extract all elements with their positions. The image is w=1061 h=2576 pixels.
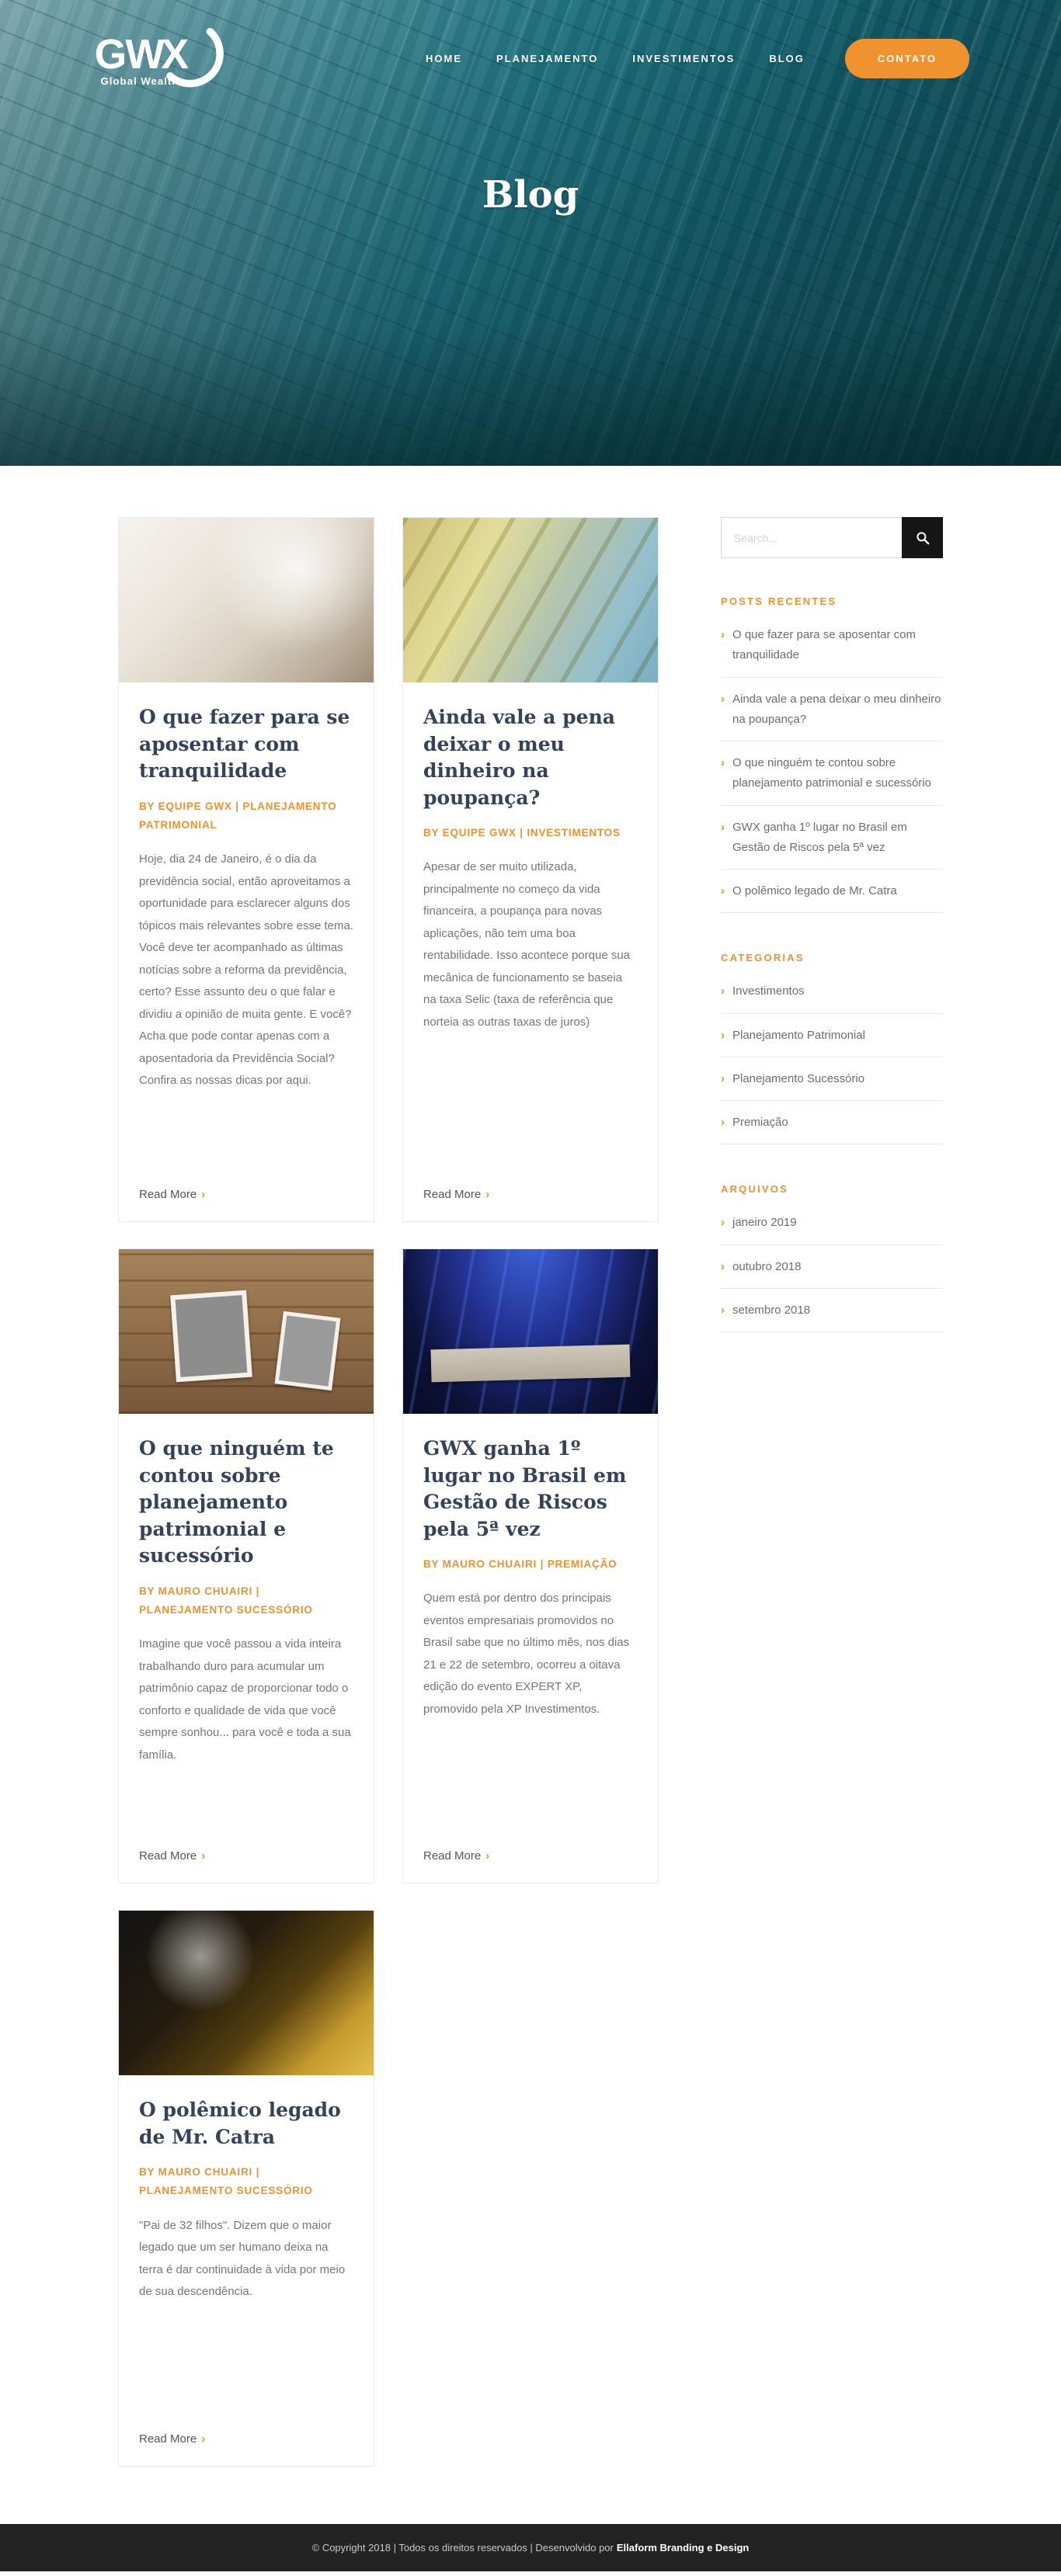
recent-posts-list (721, 613, 943, 913)
recent-post-link[interactable] (721, 806, 943, 870)
page-title: Blog (482, 173, 579, 217)
chevron-right-icon: › (721, 984, 725, 998)
post-card (118, 1910, 374, 2467)
categories-list (721, 970, 943, 1144)
category-link[interactable] (721, 1101, 943, 1144)
post-card-body (119, 682, 374, 1221)
recent-post-label: O polêmico legado de Mr. Catra (732, 884, 897, 897)
main-content (0, 466, 1061, 2524)
recent-post-label: O que fazer para se aposentar com tranquilidade (732, 628, 916, 662)
chevron-right-icon: › (721, 756, 725, 769)
header-bar (0, 0, 1061, 97)
brand-logo[interactable] (92, 20, 247, 97)
categories-title: CATEGORIAS (721, 952, 805, 964)
post-title-link[interactable]: Ainda vale a pena deixar o meu dinheiro na poupança? (423, 706, 615, 809)
post-title-link[interactable]: O que fazer para se aposentar com tranquilidade (139, 706, 350, 782)
recent-post-link[interactable] (721, 678, 943, 742)
main-nav (426, 39, 969, 78)
read-more-link[interactable] (139, 1829, 353, 1863)
post-card-body (119, 1414, 374, 1883)
recent-post-link[interactable] (721, 870, 943, 913)
search-input[interactable] (721, 517, 902, 558)
sidebar (721, 517, 943, 1332)
nav-item-home[interactable]: HOME (425, 53, 462, 64)
read-more-link[interactable] (423, 1168, 638, 1201)
post-thumbnail-event-group[interactable] (403, 1249, 658, 1414)
post-card (402, 517, 659, 1222)
post-title-link[interactable]: O que ninguém te contou sobre planejamento patrimonial e sucessório (139, 1437, 334, 1567)
chevron-right-icon: › (485, 1188, 490, 1201)
read-more-label: Read More (139, 2432, 197, 2446)
chevron-right-icon: › (721, 884, 725, 897)
post-card-body (403, 1414, 658, 1883)
chevron-right-icon: › (721, 692, 725, 706)
chevron-right-icon: › (721, 1071, 725, 1085)
recent-post-label: Ainda vale a pena deixar o meu dinheiro na poupança? (732, 692, 941, 726)
post-thumbnail-banknotes[interactable] (403, 518, 658, 682)
category-label: Planejamento Patrimonial (732, 1028, 865, 1042)
post-card (118, 517, 374, 1222)
recent-post-link[interactable] (721, 613, 943, 678)
nav-item-planejamento[interactable]: PLANEJAMENTO (496, 53, 599, 64)
svg-text:Global Wealth: Global Wealth (100, 75, 179, 88)
post-title-link[interactable]: O polêmico legado de Mr. Catra (139, 2099, 341, 2148)
post-excerpt: Hoje, dia 24 de Janeiro, é o dia da previdência social, então aproveitamos a oportunidade para esclarecer alguns dos tópicos mais relevantes sobre esse tema. Você deve ter acompanhado as últimas notícias sobre a reforma da previdência, certo? Esse assunto deu o que falar e dividiu a opinião de muita gente. E você? Acha que pode contar apenas com a aposentadoria da Previdência Social? Confira as nossas dicas por aqui. (139, 852, 353, 1088)
archive-label: setembro 2018 (732, 1303, 811, 1317)
post-meta[interactable]: BY MAURO CHUAIRI | PREMIAÇÃO (423, 1558, 617, 1570)
chevron-right-icon: › (485, 1849, 490, 1863)
copyright-text: © Copyright 2018 | Todos os direitos reservados | Desenvolvido por (311, 2542, 614, 2553)
posts-grid (118, 517, 659, 2467)
post-thumbnail-family-photos[interactable] (119, 1249, 374, 1414)
post-excerpt: Apesar de ser muito utilizada, principalmente no começo da vida financeira, a poupança para novas aplicações, não tem uma boa rentabilidade. Isso acontece porque sua mecânica de funcionamento se baseia na taxa Selic (taxa de referência que norteia as outras taxas de juros) (423, 860, 631, 1029)
post-title-link[interactable]: GWX ganha 1º lugar no Brasil em Gestão de Riscos pela 5ª vez (423, 1437, 627, 1540)
category-link[interactable] (721, 1057, 943, 1101)
category-link[interactable] (721, 970, 943, 1013)
nav-item-blog[interactable]: BLOG (769, 53, 805, 64)
archive-label: outubro 2018 (732, 1259, 802, 1273)
chevron-right-icon: › (721, 820, 725, 834)
read-more-label: Read More (139, 1849, 197, 1863)
recent-post-label: GWX ganha 1º lugar no Brasil em Gestão de Riscos pela 5ª vez (732, 820, 907, 854)
nav-item-investimentos[interactable]: INVESTIMENTOS (632, 53, 736, 64)
archive-link[interactable] (721, 1289, 943, 1332)
category-label: Investimentos (732, 984, 805, 998)
post-thumbnail-elderly-couple[interactable] (119, 518, 374, 682)
post-meta[interactable]: BY MAURO CHUAIRI | PLANEJAMENTO SUCESSÓRIO (139, 1585, 313, 1616)
category-label: Premiação (732, 1116, 788, 1129)
svg-text:X: X (161, 32, 190, 78)
post-excerpt: Imagine que você passou a vida inteira trabalhando duro para acumular um patrimônio capaz de proporcionar todo o conforto e qualidade de vida que você sempre sonhou... para você e toda a sua família. (139, 1637, 351, 1762)
footer (0, 2524, 1061, 2571)
chevron-right-icon: › (721, 628, 725, 641)
archives-list (721, 1201, 943, 1332)
read-more-label: Read More (423, 1849, 482, 1863)
contato-button[interactable]: CONTATO (845, 39, 969, 78)
svg-text:GW: GW (94, 32, 163, 78)
post-card (402, 1248, 659, 1883)
read-more-link[interactable] (423, 1829, 638, 1863)
recent-post-label: O que ninguém te contou sobre planejamento patrimonial e sucessório (732, 756, 931, 790)
post-excerpt: "Pai de 32 filhos". Dizem que o maior legado que um ser humano deixa na terra é dar continuidade à vida por meio de sua descendência. (139, 2218, 346, 2299)
archive-label: janeiro 2019 (732, 1216, 797, 1230)
chevron-right-icon: › (201, 2432, 206, 2446)
chevron-right-icon: › (201, 1849, 206, 1863)
recent-posts-title: POSTS RECENTES (721, 595, 837, 607)
hero-header (0, 0, 1061, 466)
read-more-link[interactable] (139, 2412, 353, 2446)
chevron-right-icon: › (721, 1216, 725, 1230)
search-icon (916, 531, 930, 545)
chevron-right-icon: › (721, 1259, 725, 1273)
post-meta[interactable]: BY EQUIPE GWX | INVESTIMENTOS (423, 827, 621, 838)
search-button[interactable] (902, 517, 943, 558)
post-card-body (403, 682, 658, 1221)
post-excerpt: Quem está por dentro dos principais eventos empresariais promovidos no Brasil sabe que no último mês, nos dias 21 e 22 de setembro, ocorreu a oitava edição do evento EXPERT XP, promovido pela XP Investimentos. (423, 1592, 630, 1716)
archive-link[interactable] (721, 1201, 943, 1245)
recent-post-link[interactable] (721, 741, 943, 806)
chevron-right-icon: › (721, 1028, 725, 1042)
gwx-logo-icon (92, 20, 247, 93)
archives-title: ARQUIVOS (721, 1183, 788, 1196)
post-thumbnail-mr-catra[interactable] (119, 1911, 374, 2075)
chevron-right-icon: › (721, 1303, 725, 1317)
archive-link[interactable] (721, 1245, 943, 1289)
category-link[interactable] (721, 1014, 943, 1057)
read-more-label: Read More (139, 1188, 197, 1201)
category-label: Planejamento Sucessório (732, 1071, 865, 1085)
footer-brand-link[interactable]: Ellaform Branding e Design (616, 2542, 750, 2553)
read-more-link[interactable] (139, 1168, 353, 1201)
read-more-label: Read More (423, 1188, 482, 1201)
post-card-body (119, 2075, 374, 2466)
post-card (118, 1248, 374, 1883)
search-form (721, 517, 943, 558)
post-meta[interactable]: BY MAURO CHUAIRI | PLANEJAMENTO SUCESSÓRIO (139, 2166, 313, 2197)
chevron-right-icon: › (721, 1116, 725, 1129)
chevron-right-icon: › (201, 1188, 206, 1201)
post-meta[interactable]: BY EQUIPE GWX | PLANEJAMENTO PATRIMONIAL (139, 800, 337, 831)
